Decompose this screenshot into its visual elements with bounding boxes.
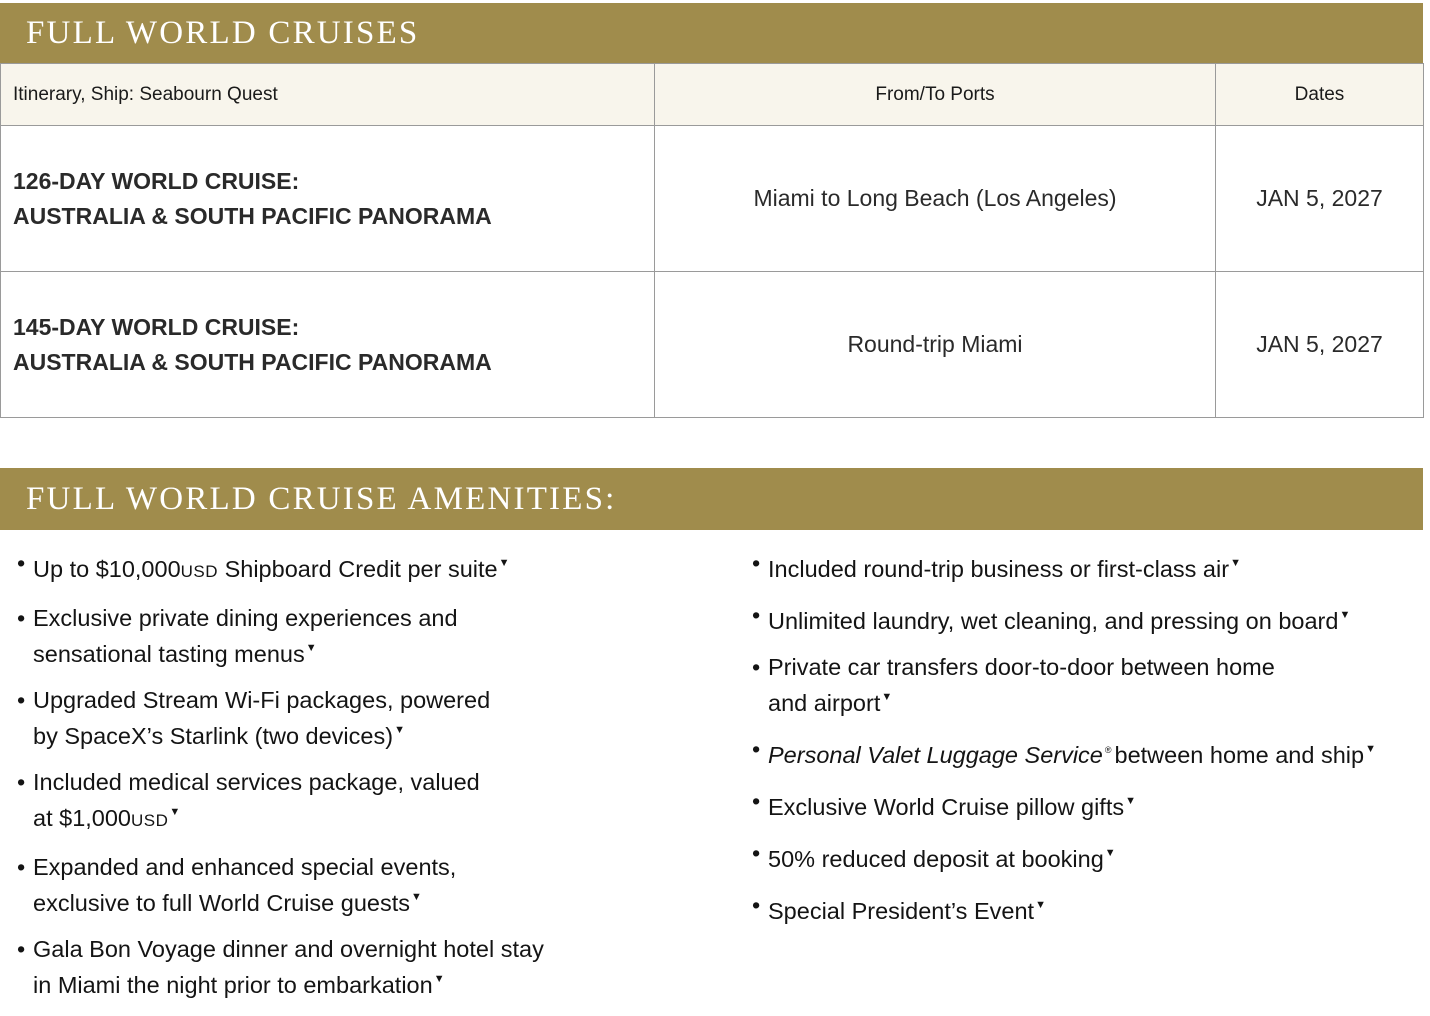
list-item xyxy=(752,600,1424,636)
amenity-text: between home and ship xyxy=(1114,742,1365,768)
footnote-marker-icon: ▼ xyxy=(1230,557,1241,569)
amenities-section-title: FULL WORLD CRUISE AMENITIES: xyxy=(0,468,1423,530)
cruise-itinerary-cell xyxy=(1,126,655,272)
list-item xyxy=(752,734,1424,770)
cruise-date-cell: JAN 5, 2027 xyxy=(1216,126,1424,272)
footnote-marker-icon: ▼ xyxy=(433,973,445,985)
amenity-text: in Miami the night prior to embarkation xyxy=(33,972,433,998)
list-item xyxy=(17,548,717,587)
amenity-text: Exclusive World Cruise pillow gifts xyxy=(768,794,1125,820)
amenity-line2 xyxy=(33,797,717,836)
list-item xyxy=(752,652,1424,718)
bullet-icon: • xyxy=(17,936,26,962)
amenity-line2 xyxy=(768,682,1424,718)
footnote-marker-icon: ▼ xyxy=(1365,743,1376,755)
amenity-text: at $1,000 xyxy=(33,805,132,831)
bullet-icon: • xyxy=(752,602,761,628)
registered-mark-icon: ® xyxy=(1104,745,1112,755)
amenity-line1: Upgraded Stream Wi-Fi packages, powered xyxy=(33,687,491,713)
amenity-line1: Exclusive private dining experiences and xyxy=(33,605,458,631)
amenity-text: Included round-trip business or first-class air xyxy=(768,556,1230,582)
bullet-icon: • xyxy=(752,654,761,680)
cruise-title-line1: 145-DAY WORLD CRUISE: xyxy=(13,313,300,340)
amenity-service-name: Personal Valet Luggage Service xyxy=(768,742,1103,768)
list-item xyxy=(752,548,1424,584)
cruise-title-line2: AUSTRALIA & SOUTH PACIFIC PANORAMA xyxy=(13,202,492,229)
amenity-text: Shipboard Credit per suite xyxy=(218,556,498,582)
amenity-line2 xyxy=(33,964,717,1000)
column-header-dates: Dates xyxy=(1216,64,1424,126)
list-item xyxy=(752,890,1424,926)
cruises-section-title: FULL WORLD CRUISES xyxy=(0,3,1423,63)
amenity-text: 50% reduced deposit at booking xyxy=(768,846,1104,872)
amenities-list-left xyxy=(17,548,717,1016)
bullet-icon: • xyxy=(752,788,761,814)
amenity-line1: Expanded and enhanced special events, xyxy=(33,854,457,880)
currency-label: USD xyxy=(131,811,169,830)
amenity-line2 xyxy=(33,715,717,751)
footnote-marker-icon: ▼ xyxy=(498,557,510,569)
cruise-title-line1: 126-DAY WORLD CRUISE: xyxy=(13,167,300,194)
table-row xyxy=(1,272,1424,418)
list-item xyxy=(17,603,717,669)
amenity-text: Unlimited laundry, wet cleaning, and pressing on board xyxy=(768,608,1339,634)
table-row xyxy=(1,126,1424,272)
list-item xyxy=(752,838,1424,874)
cruise-title-line2: AUSTRALIA & SOUTH PACIFIC PANORAMA xyxy=(13,348,492,375)
list-item xyxy=(752,786,1424,822)
bullet-icon: • xyxy=(752,550,761,576)
amenity-text: exclusive to full World Cruise guests xyxy=(33,890,411,916)
footnote-marker-icon: ▼ xyxy=(1125,795,1136,807)
cruise-ports-cell: Miami to Long Beach (Los Angeles) xyxy=(655,126,1216,272)
amenity-line2 xyxy=(33,633,717,669)
footnote-marker-icon: ▼ xyxy=(305,642,317,654)
footnote-marker-icon: ▼ xyxy=(169,806,181,818)
bullet-icon: • xyxy=(17,550,26,576)
amenity-line1: Private car transfers door-to-door between home xyxy=(768,654,1275,680)
amenity-line1: Included medical services package, valued xyxy=(33,769,480,795)
bullet-icon: • xyxy=(17,605,26,631)
column-header-ports: From/To Ports xyxy=(655,64,1216,126)
cruise-date-cell: JAN 5, 2027 xyxy=(1216,272,1424,418)
footnote-marker-icon: ▼ xyxy=(1104,847,1116,859)
amenity-line2 xyxy=(33,882,717,918)
footnote-marker-icon: ▼ xyxy=(881,691,893,703)
bullet-icon: • xyxy=(752,892,761,918)
bullet-icon: • xyxy=(752,736,761,762)
bullet-icon: • xyxy=(752,840,761,866)
list-item xyxy=(17,934,717,1000)
cruises-table xyxy=(0,63,1424,418)
cruise-itinerary-cell xyxy=(1,272,655,418)
amenity-text: by SpaceX’s Starlink (two devices) xyxy=(33,723,394,749)
amenities-list-right xyxy=(752,548,1424,942)
amenity-text: and airport xyxy=(768,690,881,716)
footnote-marker-icon: ▼ xyxy=(394,724,405,736)
footnote-marker-icon: ▼ xyxy=(1339,609,1351,621)
bullet-icon: • xyxy=(17,769,26,795)
amenity-line1: Gala Bon Voyage dinner and overnight hotel stay xyxy=(33,936,544,962)
amenity-text: sensational tasting menus xyxy=(33,641,305,667)
footnote-marker-icon: ▼ xyxy=(1035,899,1046,911)
column-header-itinerary: Itinerary, Ship: Seabourn Quest xyxy=(1,64,655,126)
currency-label: USD xyxy=(180,562,219,581)
cruise-ports-cell: Round-trip Miami xyxy=(655,272,1216,418)
footnote-marker-icon: ▼ xyxy=(411,891,422,903)
list-item xyxy=(17,767,717,836)
list-item xyxy=(17,685,717,751)
bullet-icon: • xyxy=(17,687,26,713)
list-item xyxy=(17,852,717,918)
bullet-icon: • xyxy=(17,854,26,880)
amenity-text: Up to $10,000 xyxy=(33,556,181,582)
table-header-row xyxy=(1,64,1424,126)
amenity-text: Special President’s Event xyxy=(768,898,1035,924)
